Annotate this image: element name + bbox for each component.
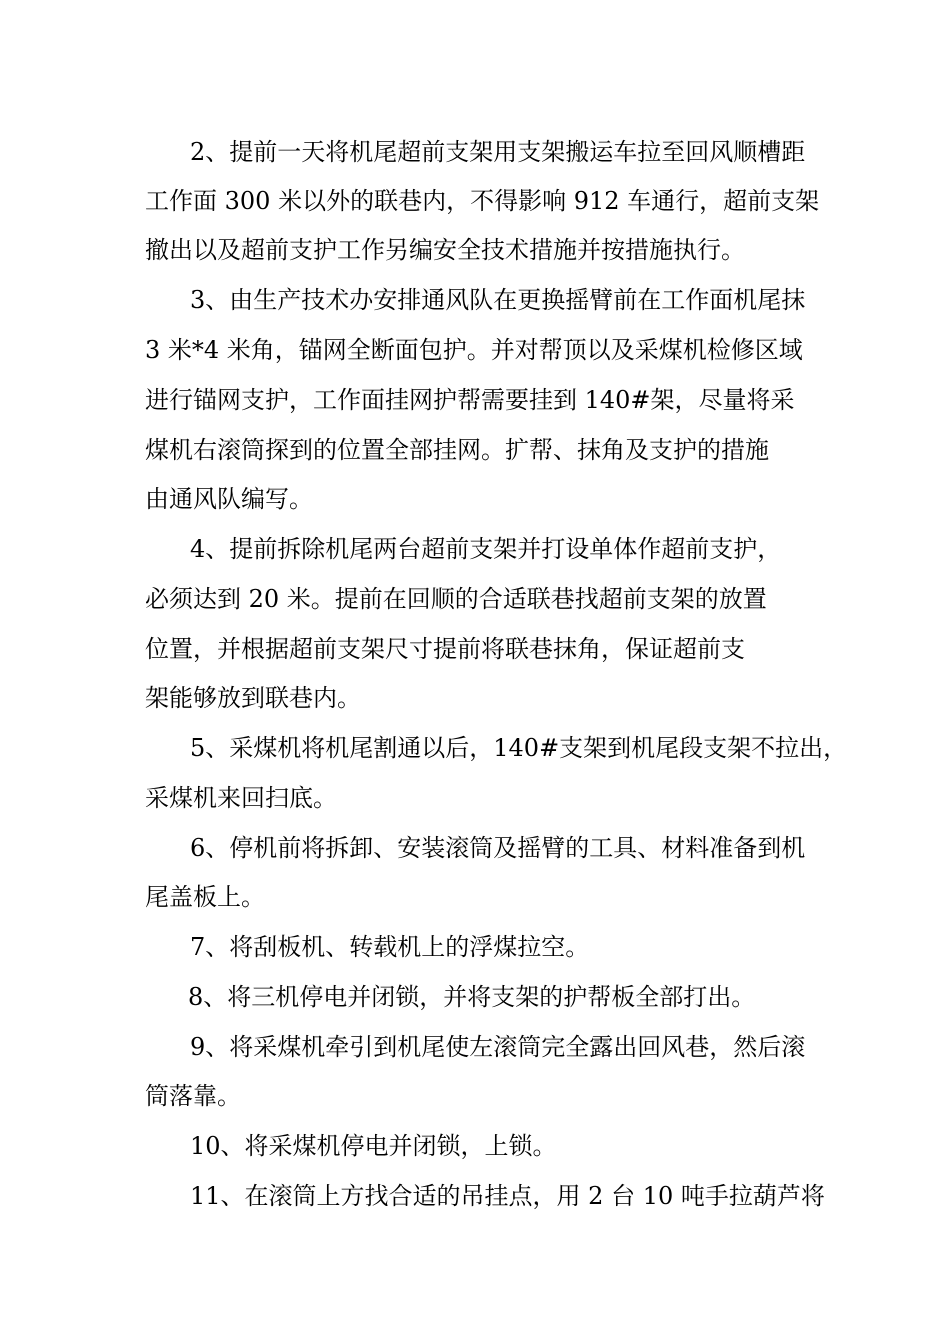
- text-line: 撤出以及超前支护工作另编安全技术措施并按措施执行。: [145, 236, 745, 264]
- text-line: 10、将采煤机停电并闭锁，上锁。: [190, 1132, 557, 1160]
- text-line: 9、将采煤机牵引到机尾使左滚筒完全露出回风巷，然后滚: [190, 1033, 806, 1061]
- text-line: 5、采煤机将机尾割通以后，140#支架到机尾段支架不拉出，: [190, 734, 848, 762]
- text-line: 进行锚网支护，工作面挂网护帮需要挂到 140#架，尽量将采: [145, 386, 795, 414]
- text-line: 8、将三机停电并闭锁，并将支架的护帮板全部打出。: [188, 983, 756, 1011]
- text-line: 筒落靠。: [145, 1082, 241, 1110]
- text-line: 2、提前一天将机尾超前支架用支架搬运车拉至回风顺槽距: [190, 138, 806, 166]
- text-line: 11、在滚筒上方找合适的吊挂点，用 2 台 10 吨手拉葫芦将: [190, 1182, 825, 1210]
- text-line: 位置，并根据超前支架尺寸提前将联巷抹角，保证超前支: [145, 635, 745, 663]
- text-line: 4、提前拆除机尾两台超前支架并打设单体作超前支护，: [190, 535, 782, 563]
- text-line: 3、由生产技术办安排通风队在更换摇臂前在工作面机尾抹: [190, 286, 806, 314]
- text-line: 煤机右滚筒探到的位置全部挂网。扩帮、抹角及支护的措施: [145, 436, 769, 464]
- text-line: 3 米*4 米角，锚网全断面包护。并对帮顶以及采煤机检修区域: [145, 336, 803, 364]
- text-line: 架能够放到联巷内。: [145, 684, 361, 712]
- text-line: 6、停机前将拆卸、安装滚筒及摇臂的工具、材料准备到机: [190, 834, 806, 862]
- text-line: 7、将刮板机、转载机上的浮煤拉空。: [190, 933, 590, 961]
- text-line: 由通风队编写。: [145, 485, 313, 513]
- text-line: 必须达到 20 米。提前在回顺的合适联巷找超前支架的放置: [145, 585, 767, 613]
- text-line: 工作面 300 米以外的联巷内，不得影响 912 车通行，超前支架: [145, 187, 820, 215]
- text-line: 采煤机来回扫底。: [145, 784, 337, 812]
- text-line: 尾盖板上。: [145, 883, 265, 911]
